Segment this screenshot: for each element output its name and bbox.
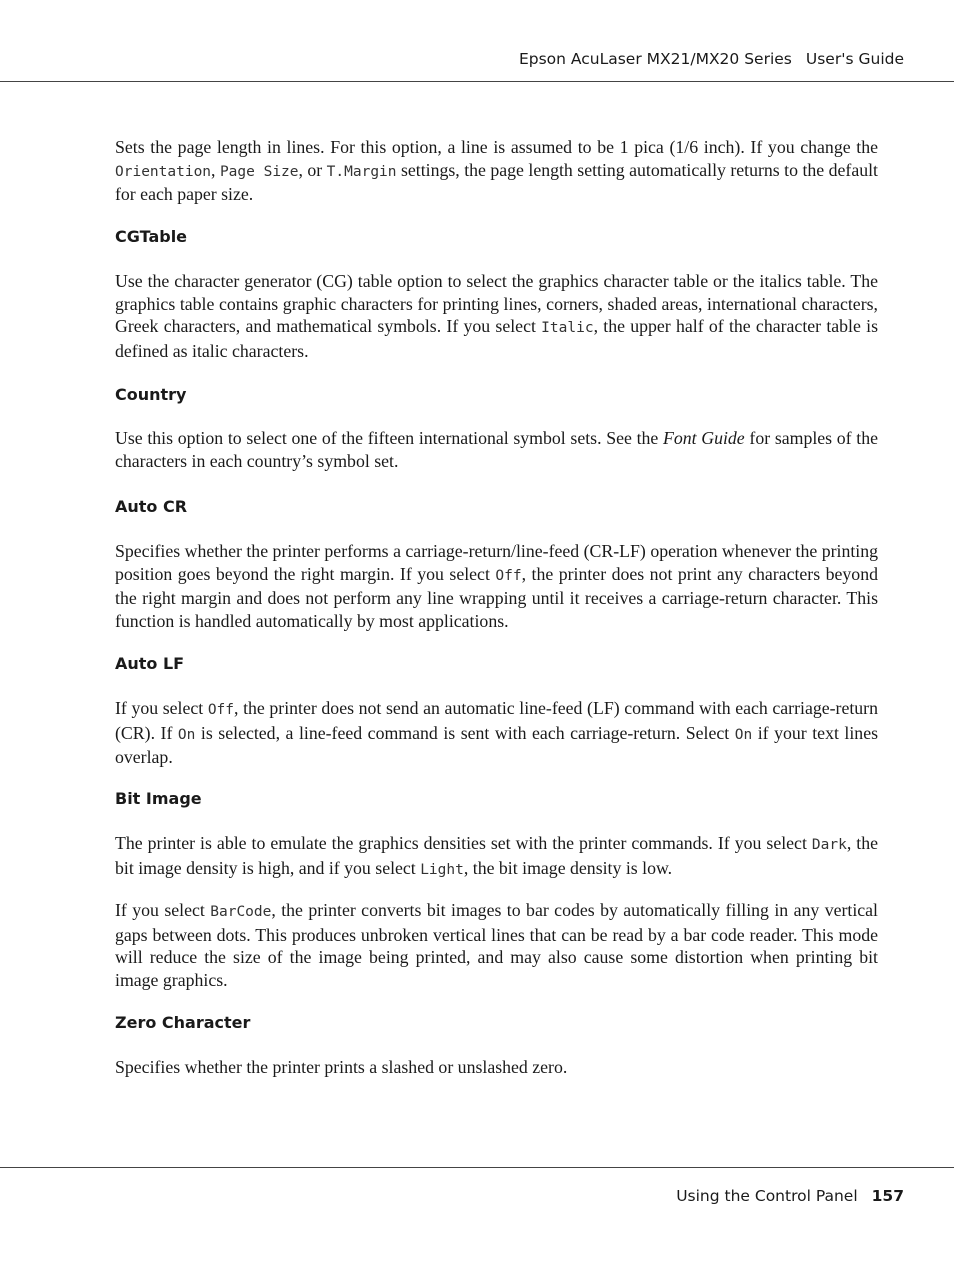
country-section [115,384,878,406]
intro-paragraph: Sets the page length in lines. For this option, a line is assumed to be 1 pica (1/6 inch). If you change the Orientation, Page Size, or T.Margin settings, the page length setting automatically returns to the default for each paper size. [115,137,878,204]
code-t-margin: T.Margin [326,163,397,180]
font-guide-ref: Font Guide [662,428,745,448]
page-number: 157 [871,1187,904,1205]
code-orientation: Orientation [115,163,212,180]
autocr-heading: Auto CR [115,497,188,516]
autolf-section [115,653,878,675]
page-footer [0,1167,954,1205]
code-light: Light [420,861,464,878]
code-dark: Dark [811,837,847,853]
bitimage-section [115,788,878,810]
cgtable-paragraph: Use the character generator (CG) table option to select the graphics character table or the italics table. The graphics table contains graphic characters for printing lines, corners, shaded areas, international characters, Greek characters, and mathematical symbols. If you select Italic, the upper half of the character table is defined as italic characters. [115,271,878,361]
autolf-paragraph: If you select Off, the printer does not send an automatic line-feed (LF) command with each carriage-return (CR). If On is selected, a line-feed command is sent with each carriage-return. Select On if your text lines overlap. [115,698,879,767]
autolf-heading: Auto LF [115,654,185,673]
cgtable-section [115,226,878,248]
zero-paragraph: Specifies whether the printer prints a slashed or unslashed zero. [115,1057,568,1077]
bitimage-paragraph-1: The printer is able to emulate the graphics densities set with the printer commands. If you select Dark, the bit image density is high, and if you select Light, the bit image density is low. [115,833,878,878]
bitimage-heading: Bit Image [115,789,202,808]
bitimage-paragraph-2: If you select BarCode, the printer converts bit images to bar codes by automatically filling in any vertical gaps between dots. This produces unbroken vertical lines that can be read by a bar code reader. This mode will reduce the size of the image being printed, and may also cause some distortion when printing bit image graphics. [115,900,878,990]
code-page-size: Page Size [219,163,299,180]
footer-section: Using the Control Panel [676,1187,858,1205]
footer-text [676,1187,904,1205]
autocr-section [115,496,878,518]
cgtable-heading: CGTable [115,227,188,246]
autocr-paragraph: Specifies whether the printer performs a carriage-return/line-feed (CR-LF) operation whenever the printing position goes beyond the right margin. If you select Off, the printer does not print any characters beyond the right margin and does not perform any line wrapping until it receives a carriage-return character. This function is handled automatically by most applications. [115,541,878,631]
page-header [0,0,954,82]
code-off: Off [495,567,522,584]
code-on: On [734,726,753,743]
header-text [519,50,904,68]
zero-heading: Zero Character [115,1013,251,1032]
header-guide: User's Guide [805,50,904,68]
country-heading: Country [115,385,187,404]
code-off: Off [207,702,235,718]
code-barcode: BarCode [210,904,272,920]
country-paragraph: Use this option to select one of the fifteen international symbol sets. See the Font Guide for samples of the characters in each country’s symbol set. [115,428,878,471]
zero-section [115,1012,878,1034]
code-on: On [177,726,196,743]
header-product: Epson AcuLaser MX21/MX20 Series [518,50,792,68]
code-italic: Italic [541,320,594,336]
